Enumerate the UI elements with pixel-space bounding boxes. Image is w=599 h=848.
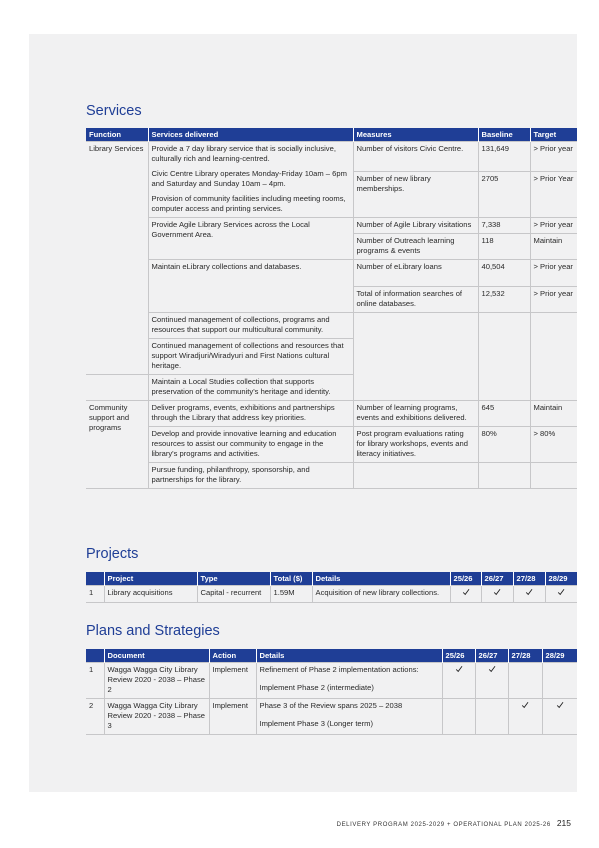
col-header-2829: 28/29 — [542, 649, 577, 663]
baseline-cell: 645 — [478, 401, 530, 427]
table-row — [86, 142, 577, 172]
col-header-total: Total ($) — [270, 572, 312, 586]
service-cell: Provide Agile Library Services across the Local Government Area. — [148, 218, 353, 260]
projects-header-row — [86, 572, 577, 586]
year-cell — [542, 663, 577, 699]
plans-table — [86, 649, 577, 735]
total-cell: 1.59M — [270, 586, 312, 603]
function-cell-empty — [86, 375, 148, 401]
table-row — [86, 586, 577, 603]
target-cell: > Prior year — [530, 218, 577, 234]
row-number: 1 — [86, 663, 104, 699]
details-text: Refinement of Phase 2 implementation actions: — [259, 665, 419, 674]
col-header-2829: 28/29 — [545, 572, 577, 586]
table-row — [86, 218, 577, 234]
service-cell — [148, 142, 353, 218]
baseline-cell: 12,532 — [478, 287, 530, 313]
service-cell: Maintain eLibrary collections and databases. — [148, 260, 353, 313]
service-cell: Develop and provide innovative learning and education resources to assist our community to engage in the library's programs and activities. — [148, 427, 353, 463]
check-icon — [557, 588, 565, 596]
col-header-details: Details — [312, 572, 450, 586]
service-cell: Pursue funding, philanthropy, sponsorship, and partnerships for the library. — [148, 463, 353, 489]
services-header-row — [86, 128, 577, 142]
target-cell: > 80% — [530, 427, 577, 463]
page-footer — [337, 818, 571, 828]
table-row — [86, 313, 577, 339]
measure-cell: Total of information searches of online databases. — [353, 287, 478, 313]
table-row — [86, 401, 577, 427]
target-cell: > Prior year — [530, 260, 577, 287]
table-row — [86, 427, 577, 463]
check-icon — [455, 665, 463, 673]
projects-table — [86, 572, 577, 603]
details-cell — [256, 699, 442, 735]
baseline-cell: 2705 — [478, 172, 530, 218]
services-table — [86, 128, 577, 489]
target-cell: Maintain — [530, 234, 577, 260]
target-cell: Maintain — [530, 401, 577, 427]
col-header-document: Document — [104, 649, 209, 663]
target-cell — [530, 463, 577, 489]
service-text: Provision of community facilities including meeting rooms, computer access and printing services. — [151, 194, 346, 213]
check-icon — [462, 588, 470, 596]
plans-header-row — [86, 649, 577, 663]
check-icon — [556, 701, 564, 709]
measure-cell: Number of visitors Civic Centre. — [353, 142, 478, 172]
baseline-cell — [478, 463, 530, 489]
content-panel — [29, 34, 577, 792]
check-icon — [521, 701, 529, 709]
service-cell: Continued management of collections and resources that support Wiradjuri/Wiradyuri and First Nations cultural heritage. — [148, 339, 353, 375]
details-text: Implement Phase 2 (intermediate) — [259, 683, 374, 692]
action-cell: Implement — [209, 663, 256, 699]
check-icon — [493, 588, 501, 596]
col-header-action: Action — [209, 649, 256, 663]
col-header-measures: Measures — [353, 128, 478, 142]
year-cell — [513, 586, 545, 603]
col-header-2526: 25/26 — [450, 572, 481, 586]
col-header-2526: 25/26 — [442, 649, 475, 663]
action-cell: Implement — [209, 699, 256, 735]
year-cell — [542, 699, 577, 735]
col-header-2627: 26/27 — [475, 649, 508, 663]
baseline-cell: 131,649 — [478, 142, 530, 172]
function-cell: Community support and programs — [86, 401, 148, 489]
target-cell: > Prior year — [530, 142, 577, 172]
year-cell — [481, 586, 513, 603]
col-header-project: Project — [104, 572, 197, 586]
document-cell: Wagga Wagga City Library Review 2020 - 2038 – Phase 2 — [104, 663, 209, 699]
measure-cell: Number of Agile Library visitations — [353, 218, 478, 234]
plans-heading: Plans and Strategies — [86, 623, 220, 639]
target-cell — [530, 313, 577, 401]
details-cell: Acquisition of new library collections. — [312, 586, 450, 603]
table-row — [86, 663, 577, 699]
service-text: Civic Centre Library operates Monday-Friday 10am – 6pm and Saturday and Sunday 10am – 4pm. — [151, 169, 347, 188]
document-cell: Wagga Wagga City Library Review 2020 - 2038 – Phase 3 — [104, 699, 209, 735]
year-cell — [475, 699, 508, 735]
col-header-number — [86, 649, 104, 663]
measure-cell — [353, 313, 478, 401]
year-cell — [508, 699, 542, 735]
col-header-2627: 26/27 — [481, 572, 513, 586]
year-cell — [545, 586, 577, 603]
measure-cell: Number of Outreach learning programs & events — [353, 234, 478, 260]
col-header-2728: 27/28 — [508, 649, 542, 663]
year-cell — [442, 699, 475, 735]
measure-cell: Number of eLibrary loans — [353, 260, 478, 287]
service-cell — [148, 401, 353, 427]
row-number: 1 — [86, 586, 104, 603]
col-header-details: Details — [256, 649, 442, 663]
check-icon — [488, 665, 496, 673]
baseline-cell: 40,504 — [478, 260, 530, 287]
row-number: 2 — [86, 699, 104, 735]
baseline-cell: 80% — [478, 427, 530, 463]
year-cell — [442, 663, 475, 699]
function-cell: Library Services — [86, 142, 148, 375]
footer-text: DELIVERY PROGRAM 2025-2029 + OPERATIONAL PLAN 2025-26 — [336, 822, 551, 828]
year-cell — [475, 663, 508, 699]
measure-cell: Number of learning programs, events and exhibitions delivered. — [353, 401, 478, 427]
year-cell — [508, 663, 542, 699]
table-row — [86, 699, 577, 735]
type-cell: Capital - recurrent — [197, 586, 270, 603]
measure-cell: Post program evaluations rating for library workshops, events and literacy initiatives. — [353, 427, 478, 463]
col-header-function: Function — [86, 128, 148, 142]
col-header-services-delivered: Services delivered — [148, 128, 353, 142]
table-row — [86, 463, 577, 489]
measure-cell — [353, 463, 478, 489]
page-number: 215 — [556, 818, 571, 828]
col-header-type: Type — [197, 572, 270, 586]
col-header-target: Target — [530, 128, 577, 142]
table-row — [86, 260, 577, 287]
check-icon — [525, 588, 533, 596]
details-text: Implement Phase 3 (Longer term) — [259, 719, 374, 728]
target-cell: > Prior year — [530, 287, 577, 313]
projects-heading: Projects — [86, 546, 139, 562]
col-header-2728: 27/28 — [513, 572, 545, 586]
service-text: Provide a 7 day library service that is socially inclusive, culturally rich and learning-centred. — [151, 144, 336, 163]
service-text: Deliver programs, events, exhibitions and partnerships through the Library that address key priorities. — [151, 403, 335, 422]
project-cell: Library acquisitions — [104, 586, 197, 603]
col-header-number — [86, 572, 104, 586]
col-header-baseline: Baseline — [478, 128, 530, 142]
baseline-cell: 7,338 — [478, 218, 530, 234]
services-heading: Services — [86, 103, 142, 119]
service-cell: Maintain a Local Studies collection that supports preservation of the community's heritage and identity. — [148, 375, 353, 401]
baseline-cell — [478, 313, 530, 401]
service-cell: Continued management of collections, programs and resources that support our multicultural community. — [148, 313, 353, 339]
target-cell: > Prior Year — [530, 172, 577, 218]
year-cell — [450, 586, 481, 603]
measure-cell: Number of new library memberships. — [353, 172, 478, 218]
details-cell — [256, 663, 442, 699]
baseline-cell: 118 — [478, 234, 530, 260]
details-text: Phase 3 of the Review spans 2025 – 2038 — [259, 701, 403, 710]
